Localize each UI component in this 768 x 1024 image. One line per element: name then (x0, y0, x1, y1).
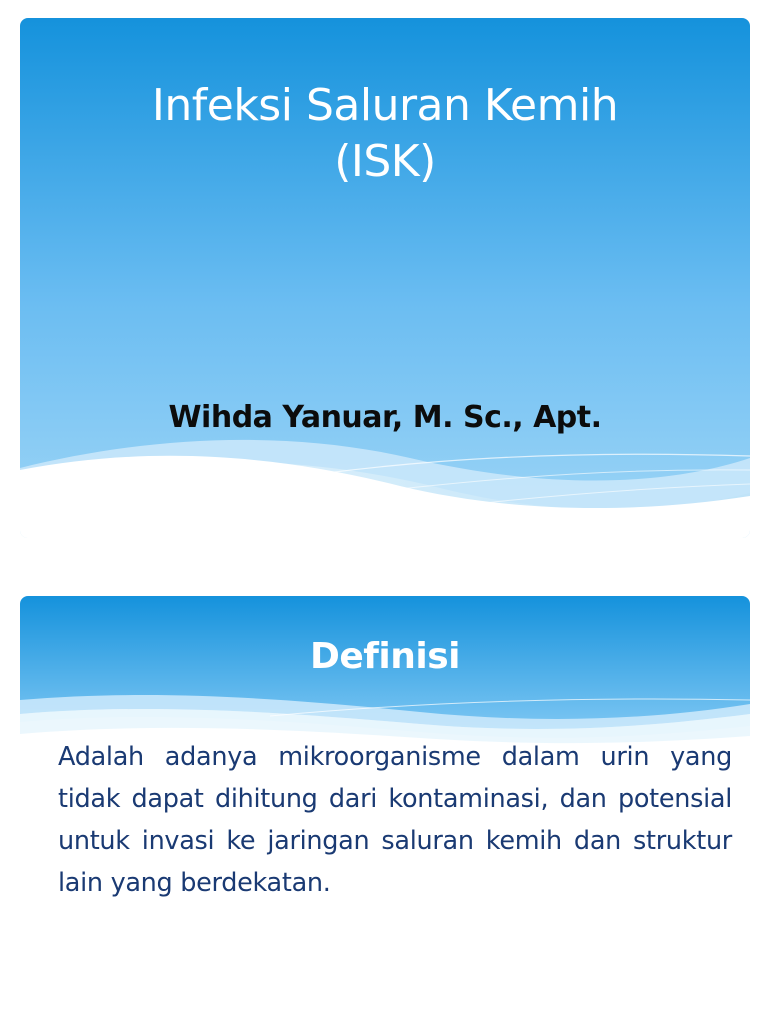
slide-title-line-2: (ISK) (334, 136, 436, 187)
definition-text: Adalah adanya mikroorganisme dalam urin yang tidak dapat dihitung dari kontaminasi, dan potensial untuk invasi ke jaringan saluran kemih dan struktur lain yang berdekatan. (58, 742, 732, 898)
slide-title-line-1: Infeksi Saluran Kemih (151, 80, 619, 131)
section-title: Definisi (309, 636, 461, 677)
definition-slide (20, 596, 750, 1004)
title-slide (20, 18, 750, 538)
slide-title (20, 78, 750, 190)
author-name: Wihda Yanuar, M. Sc., Apt. (168, 400, 602, 435)
